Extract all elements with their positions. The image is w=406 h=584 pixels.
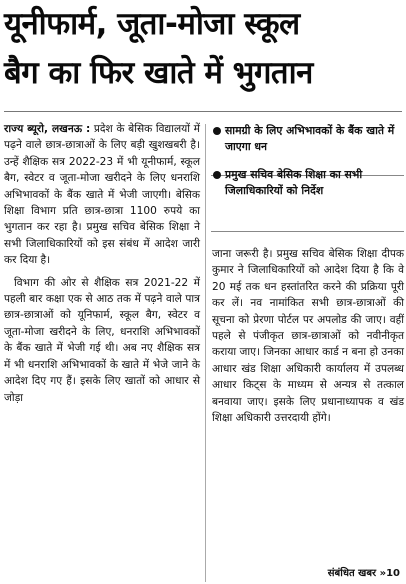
highlight-text: सामग्री के लिए अभिभावकों के बैंक खाते में जाएगा धन: [225, 124, 395, 153]
article-column-left: [4, 121, 200, 406]
article-paragraph-2: विभाग की ओर से शैक्षिक सत्र 2021-22 में पहली बार कक्षा एक से आठ तक में पढ़ने वाले पात्र छात्र-छात्राओं को यूनिफार्म, स्कूल बैग, स्वेटर व जूता-मोजा खरीदने के लिए, धनराशि अभिभावकों के बैंक खाते में भेजी गई थी। अब नए शैक्षिक सत्र में भी धनराशि अभिभावकों के खाते में भेजे जाने के आदेश दिए गए हैं। इसके लिए खातों को आधार से जोड़ा: [4, 276, 200, 404]
article-paragraph-1-text: प्रदेश के बेसिक विद्यालयों में पढ़ने वाले छात्र-छात्राओं के लिए बड़ी खुशखबरी है। उन्हें शैक्षिक सत्र 2022-23 में भी यूनीफार्म, स्कूल बैग, स्वेटर व जूता-मोजा खरीदने के लिए धनराशि अभिभावकों के बैंक खाते में भेजी जाएगी। बेसिक शिक्षा विभाग प्रति छात्र-छात्रा 1100 रुपये का भुगतान कर रहा है। प्रमुख सचिव बेसिक शिक्षा ने सभी जिलाधिकारियों को इस संबंध में आदेश जारी कर दिया है।: [4, 123, 201, 267]
highlight-text: प्रमुख सचिव बेसिक शिक्षा का सभी जिलाधिकारियों को निर्देश: [225, 168, 363, 197]
headline-rule: [4, 111, 402, 112]
bullet-icon: [213, 127, 221, 135]
column-divider: [205, 124, 206, 582]
headline-line-1: यूनीफार्म, जूता-मोजा स्कूल: [4, 6, 300, 42]
highlight-item: [211, 167, 404, 199]
related-news-link[interactable]: संबंधित खबर »10: [327, 568, 400, 579]
article-column-right: [212, 246, 404, 426]
bullet-icon: [213, 171, 221, 179]
headline: [4, 0, 404, 98]
highlights-box: [211, 123, 404, 235]
highlight-bottom-rule: [211, 231, 404, 232]
byline: राज्य ब्यूरो, लखनऊ :: [4, 123, 91, 135]
headline-line-2: बैग का फिर खाते में भुगतान: [4, 55, 313, 91]
highlight-item: [211, 123, 404, 155]
article-paragraph-3: जाना जरूरी है। प्रमुख सचिव बेसिक शिक्षा दीपक कुमार ने जिलाधिकारियों को आदेश दिया है कि वे 20 मई तक धन हस्तांतरित करने की प्रक्रिया पूरी कर लें। नव नामांकित सभी छात्र-छात्राओं की सूचना को प्रेरणा पोर्टल पर अपलोड की जाए। वहीं पहले से पंजीकृत छात्र-छात्राओं को नवीनीकृत कराया जाए। जिनका आधार कार्ड न बना हो उनका आधार खंड शिक्षा अधिकारी कार्यालय में उपलब्ध आधार किट्स के माध्यम से अन्यत्र से तत्काल बनवाया जाए। इसके लिए प्रधानाध्यापक व खंड शिक्षा अधिकारी उत्तरदायी होंगे।: [212, 248, 404, 425]
article-paragraph-1: [4, 121, 200, 269]
